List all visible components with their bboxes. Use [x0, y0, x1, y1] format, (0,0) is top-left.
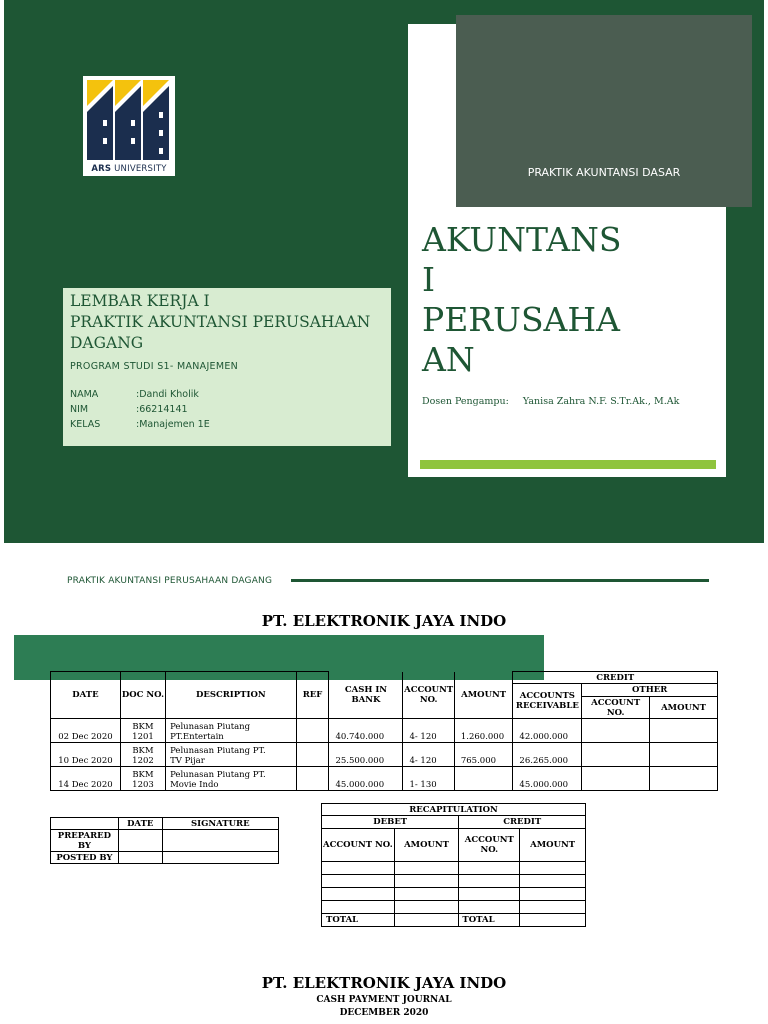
col-credit: CREDIT — [513, 672, 718, 684]
worksheet-title — [70, 291, 390, 354]
col-description: DESCRIPTION — [166, 672, 297, 719]
accent-bar — [420, 460, 716, 469]
signature-table — [50, 817, 279, 864]
worksheet-title-line1: LEMBAR KERJA I — [70, 292, 210, 310]
logo-wordmark: ARS UNIVERSITY — [91, 164, 167, 174]
recap-row — [322, 875, 586, 888]
posted-by-label: POSTED BY — [51, 852, 119, 864]
course-card — [456, 15, 752, 207]
journal-period: DECEMBER 2020 — [339, 1008, 429, 1018]
lecturer-name: Yanisa Zahra N.F. S.Tr.Ak., M.Ak — [522, 396, 680, 407]
sign-col-signature: SIGNATURE — [162, 818, 278, 830]
col-ref: REF — [296, 672, 329, 719]
recap-row — [322, 888, 586, 901]
col-other-amount: AMOUNT — [650, 697, 718, 719]
posted-signature-cell[interactable] — [162, 852, 278, 864]
recap-credit: CREDIT — [459, 816, 586, 829]
info-row-nim: NIM :66214141 — [70, 404, 188, 415]
prepared-by-label: PREPARED BY — [51, 830, 119, 852]
recap-row — [322, 901, 586, 914]
col-cash-in-bank: CASH IN BANK — [329, 672, 403, 719]
recapitulation-table: RECAPITULATION DEBET CREDIT ACCOUNT NO. AMOUNT ACCOUNT NO. AMOUNT TOTAL TOTAL — [321, 803, 586, 927]
student-info-box — [63, 288, 391, 446]
prepared-date-cell[interactable] — [118, 830, 162, 852]
col-doc-no: DOC NO. — [120, 672, 165, 719]
col-other: OTHER — [582, 684, 718, 697]
company-name-2: PT. ELEKTRONIK JAYA INDO — [261, 974, 507, 992]
sign-col-date: DATE — [118, 818, 162, 830]
recap-total-row: TOTAL TOTAL — [322, 914, 586, 927]
prepared-signature-cell[interactable] — [162, 830, 278, 852]
journal-title: CASH PAYMENT JOURNAL — [316, 995, 452, 1005]
university-logo — [83, 76, 175, 176]
course-label: PRAKTIK AKUNTANSI DASAR — [527, 166, 681, 179]
lecturer-label: Dosen Pengampu: — [422, 396, 509, 407]
cover-title: AKUNTANS I PERUSAHA AN — [422, 220, 622, 379]
table-row: 10 Dec 2020 BKM 1202 Pelunasan Piutang PT. TV Pijar 25.500.000 4- 120 765.000 26.265.000 — [51, 743, 718, 767]
running-header: PRAKTIK AKUNTANSI PERUSAHAAN DAGANG — [67, 576, 273, 586]
col-amount: AMOUNT — [454, 672, 513, 719]
col-other-account-no: ACCOUNT NO. — [582, 697, 650, 719]
info-row-kelas: KELAS :Manajemen 1E — [70, 419, 210, 430]
worksheet-title-line2: PRAKTIK AKUNTANSI PERUSAHAAN DAGANG — [70, 313, 371, 352]
col-account-no: ACCOUNT NO. — [403, 672, 454, 719]
recap-title: RECAPITULATION — [322, 804, 586, 816]
recap-debet: DEBET — [322, 816, 459, 829]
logo-mark-icon — [83, 76, 175, 162]
study-program: PROGRAM STUDI S1- MANAJEMEN — [70, 361, 239, 372]
table-row: 02 Dec 2020 BKM 1201 Pelunasan Piutang PT.Entertain 40.740.000 4- 120 1.260.000 42.000.000 — [51, 719, 718, 743]
posted-date-cell[interactable] — [118, 852, 162, 864]
info-row-nama: NAMA :Dandi Kholik — [70, 389, 199, 400]
company-name: PT. ELEKTRONIK JAYA INDO — [261, 612, 507, 630]
table-row: 14 Dec 2020 BKM 1203 Pelunasan Piutang PT. Movie Indo 45.000.000 1- 130 45.000.000 — [51, 767, 718, 791]
recap-row — [322, 862, 586, 875]
lecturer-line — [422, 396, 679, 407]
col-date: DATE — [51, 672, 121, 719]
header-rule — [291, 579, 709, 582]
col-accounts-receivable: ACCOUNTS RECEIVABLE — [513, 684, 582, 719]
cash-receipt-journal-table — [50, 671, 718, 791]
